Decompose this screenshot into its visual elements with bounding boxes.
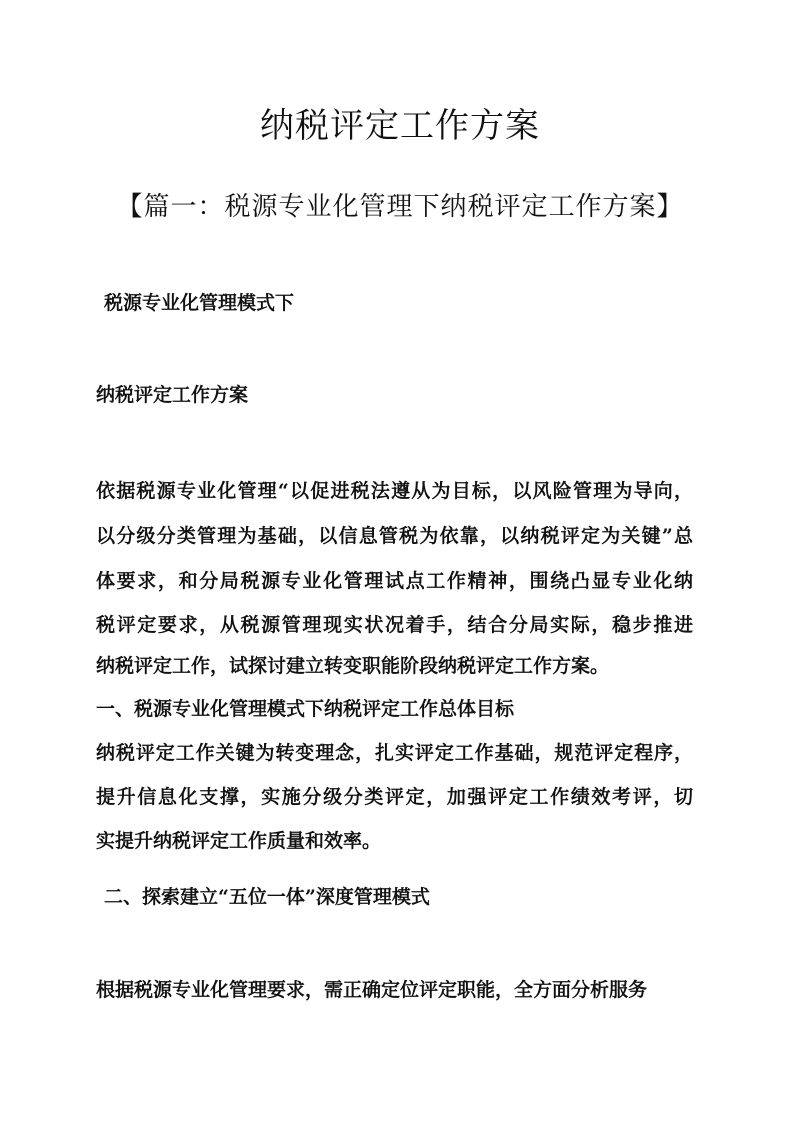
paragraph-2-line: 实提升纳税评定工作质量和效率。 — [96, 830, 382, 852]
section-2-heading: 二、探索建立“五位一体”深度管理模式 — [104, 886, 430, 908]
document-subtitle: 【篇一：税源专业化管理下纳税评定工作方案】 — [116, 192, 684, 222]
paragraph-2-line: 提升信息化支撑，实施分级分类评定，加强评定工作绩效考评，切 — [96, 786, 693, 808]
paragraph-1-line: 纳税评定工作，试探讨建立转变职能阶段纳税评定工作方案。 — [96, 655, 610, 677]
document-title: 纳税评定工作方案 — [260, 106, 540, 146]
section-1-heading: 一、税源专业化管理模式下纳税评定工作总体目标 — [96, 698, 515, 720]
paragraph-1-line: 依据税源专业化管理“以促进税法遵从为目标，以风险管理为导向， — [96, 480, 693, 502]
paragraph-1-line: 体要求，和分局税源专业化管理试点工作精神，围绕凸显专业化纳 — [96, 570, 693, 592]
heading-a: 税源专业化管理模式下 — [104, 292, 295, 314]
heading-b: 纳税评定工作方案 — [96, 384, 249, 406]
paragraph-1-line: 以分级分类管理为基础，以信息管税为依靠，以纳税评定为关键”总 — [96, 525, 693, 547]
paragraph-3-line: 根据税源专业化管理要求，需正确定位评定职能，全方面分析服务 — [96, 979, 648, 1001]
paragraph-2-line: 纳税评定工作关键为转变理念，扎实评定工作基础，规范评定程序， — [96, 742, 693, 764]
paragraph-1-line: 税评定要求，从税源管理现实状况着手，结合分局实际，稳步推进 — [96, 614, 693, 636]
